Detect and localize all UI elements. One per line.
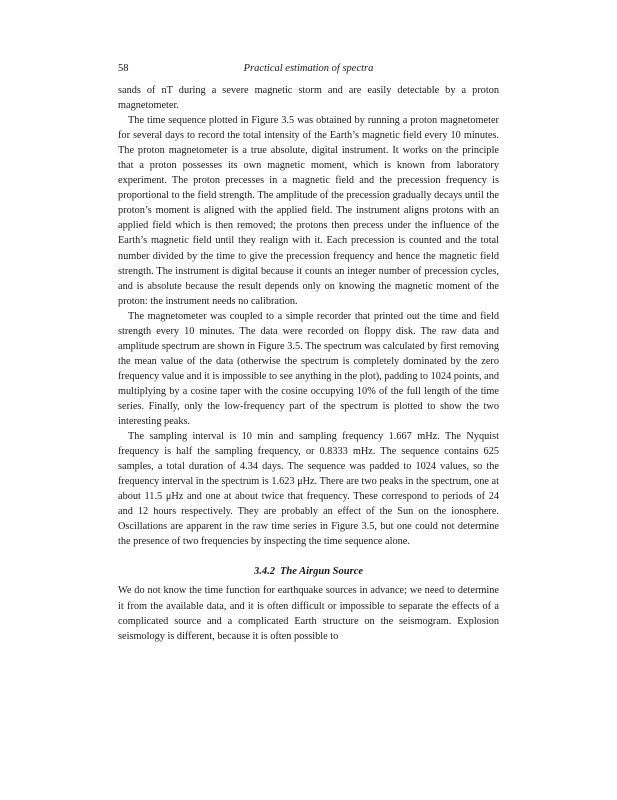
paragraph-sampling: The sampling interval is 10 min and sampling frequency 1.667 mHz. The Nyquist frequency is half the sampling frequency, or 0.8333 mHz. The sequence contains 625 samples, a total duration of 4.34 days. The sequence was padded to 1024 values, so the frequency interval in the spectrum is 1.623 μHz. There are two peaks in the spectrum, one at about 11.5 μHz and one at about twice that frequency. These correspond to periods of 24 and 12 hours respectively. They are probably an effect of the Sun on the ionosphere. Oscillations are apparent in the raw time series in Figure 3.5, but one could not determine the presence of two frequencies by inspecting the time sequence alone. — [118, 431, 499, 548]
section-heading — [118, 564, 499, 579]
paragraph-proton-magnetometer: The time sequence plotted in Figure 3.5 was obtained by running a proton magnetometer for several days to record the total intensity of the Earth’s magnetic field every 10 minutes. The proton magnetometer is a true absolute, digital instrument. It works on the principle that a proton possesses its own magnetic moment, which is known from laboratory experiment. The proton precesses in a magnetic field and the precession frequency is proportional to the field strength. The amplitude of the precession gradually decays until the proton’s moment is aligned with the applied field. The instrument aligns protons with an applied field which is then removed; the protons then precess under the influence of the Earth’s magnetic field until they realign with it. Each precession is counted and the total number divided by the time to give the precession frequency and hence the magnetic field strength. The instrument is digital because it counts an integer number of precession cycles, and is absolute because the result depends only on knowing the magnetic moment of the proton: the instrument needs no calibration. — [118, 115, 499, 307]
section-title: The Airgun Source — [279, 566, 364, 578]
paragraph-recorder: The magnetometer was coupled to a simple recorder that printed out the time and field strength every 10 minutes. The data were recorded on floppy disk. The raw data and amplitude spectrum are shown in Figure 3.5. The spectrum was calculated by first removing the mean value of the data (otherwise the spectrum is completely dominated by the zero frequency value and it is impossible to see anything in the plot), padding to 1024 points, and multiplying by a cosine taper with the cosine occupying 10% of the full length of the time series. Finally, only the low-frequency part of the spectrum is plotted to show the two interesting peaks. — [118, 310, 499, 428]
paragraph-continuation: sands of nT during a severe magnetic storm and are easily detectable by a proton magnetometer. — [118, 85, 499, 112]
body-text — [118, 83, 499, 644]
running-title: Practical estimation of spectra — [243, 63, 374, 74]
paragraph-airgun: We do not know the time function for earthquake sources in advance; we need to determine it from the available data, and it is often difficult or impossible to separate the effects of a complicated source and a complicated Earth structure on the seismogram. Explosion seismology is different, because it is often possible to — [118, 585, 499, 642]
page-number: 58 — [118, 63, 129, 74]
section-number: 3.4.2 — [253, 566, 275, 578]
running-head — [118, 62, 499, 76]
